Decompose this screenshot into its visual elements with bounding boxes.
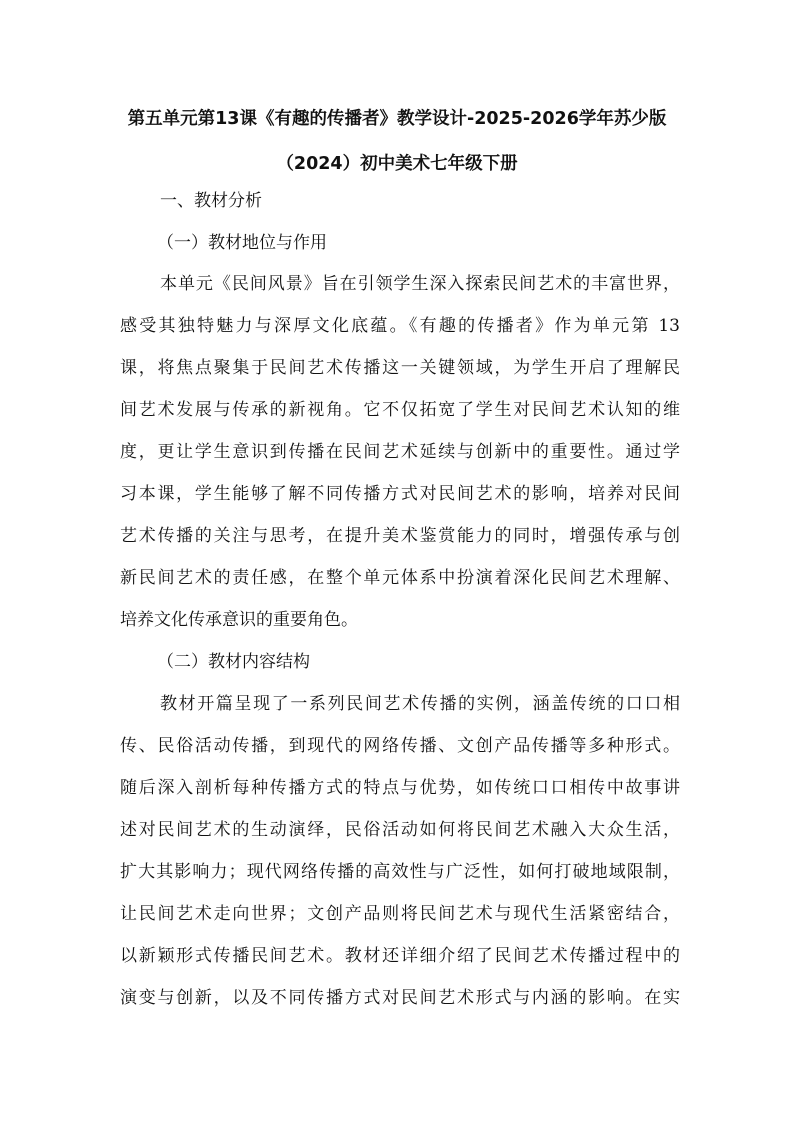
document-title-line-2: （2024）初中美术七年级下册 [276, 154, 518, 174]
paragraph-line: 间艺术发展与传承的新视角。它不仅拓宽了学生对民间艺术认知的维 [120, 400, 680, 420]
paragraph-line: 感受其独特魅力与深厚文化底蕴。《有趣的传播者》作为单元第 13 [120, 316, 680, 336]
section-heading: 一、教材分析 [160, 191, 262, 211]
paragraph-line: 随后深入剖析每种传播方式的特点与优势，如传统口口相传中故事讲 [120, 778, 680, 798]
paragraph-line: 演变与创新，以及不同传播方式对民间艺术形式与内涵的影响。在实 [120, 988, 680, 1008]
paragraph-line: 让民间艺术走向世界；文创产品则将民间艺术与现代生活紧密结合， [120, 904, 680, 924]
paragraph-line: 艺术传播的关注与思考，在提升美术鉴赏能力的同时，增强传承与创 [120, 526, 680, 546]
subsection-heading: （一）教材地位与作用 [157, 233, 327, 253]
subsection-heading: （二）教材内容结构 [157, 652, 310, 672]
paragraph-line: 本单元《民间风景》旨在引领学生深入探索民间艺术的丰富世界， [160, 274, 680, 294]
paragraph-line: 传、民俗活动传播，到现代的网络传播、文创产品传播等多种形式。 [120, 736, 680, 756]
paragraph-line: 培养文化传承意识的重要角色。 [120, 610, 358, 630]
paragraph-line: 新民间艺术的责任感，在整个单元体系中扮演着深化民间艺术理解、 [120, 568, 680, 588]
paragraph-line: 以新颖形式传播民间艺术。教材还详细介绍了民间艺术传播过程中的 [120, 946, 680, 966]
paragraph-line: 教材开篇呈现了一系列民间艺术传播的实例，涵盖传统的口口相 [160, 694, 680, 714]
document-title-line-1: 第五单元第13课《有趣的传播者》教学设计-2025-2026学年苏少版 [127, 109, 667, 129]
paragraph-line: 扩大其影响力；现代网络传播的高效性与广泛性，如何打破地域限制， [120, 862, 680, 882]
paragraph-line: 述对民间艺术的生动演绎，民俗活动如何将民间艺术融入大众生活， [120, 820, 680, 840]
paragraph-line: 习本课，学生能够了解不同传播方式对民间艺术的影响，培养对民间 [120, 484, 680, 504]
paragraph-line: 度，更让学生意识到传播在民间艺术延续与创新中的重要性。通过学 [120, 442, 680, 462]
paragraph-line: 课，将焦点聚集于民间艺术传播这一关键领域，为学生开启了理解民 [120, 358, 680, 378]
